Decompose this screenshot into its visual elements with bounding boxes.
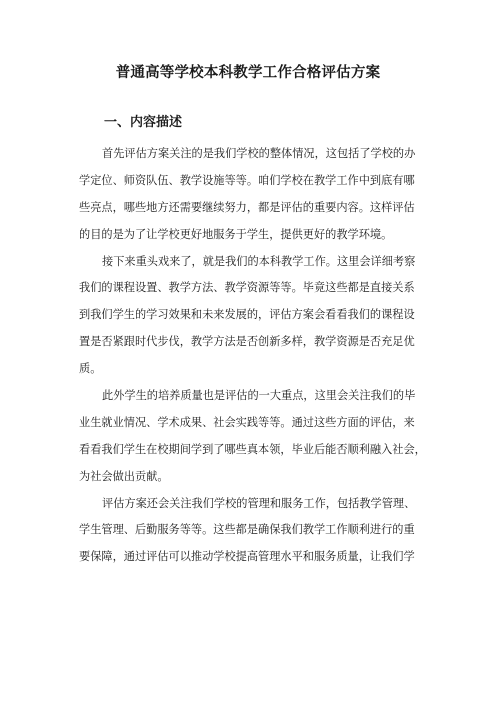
- text-line: 我们的课程设置、教学方法、教学资源等等。毕竟这些都是直接关系: [79, 281, 415, 295]
- text-line: 业生就业情况、学术成果、社会实践等等。通过这些方面的评估，来: [79, 415, 415, 429]
- text-line: 评估方案还会关注我们学校的管理和服务工作，包括教学管理、: [102, 496, 416, 510]
- text-line: 的目的是为了让学校更好地服务于学生，提供更好的教学环境。: [79, 227, 393, 241]
- text-line: 要保障，通过评估可以推动学校提高管理水平和服务质量，让我们学: [79, 550, 415, 564]
- text-line: 看看我们学生在校期间学到了哪些真本领，毕业后能否顺利融入社会，: [79, 442, 426, 456]
- paragraph-4: [79, 491, 423, 572]
- text-line: 此外学生的培养质量也是评估的一大重点，这里会关注我们的毕: [102, 389, 416, 403]
- document-body: [79, 141, 426, 571]
- paragraph-1: [79, 141, 423, 249]
- text-line: 些亮点，哪些地方还需要继续努力，都是评估的重要内容。这样评估: [79, 200, 415, 214]
- text-line: 学定位、师资队伍、教学设施等等。咱们学校在教学工作中到底有哪: [79, 173, 415, 187]
- paragraph-3: [79, 383, 426, 491]
- text-line: 学生管理、后勤服务等等。这些都是确保我们教学工作顺利进行的重: [79, 523, 415, 537]
- document-title: 普通高等学校本科教学工作合格评估方案: [115, 65, 381, 81]
- text-line: 首先评估方案关注的是我们学校的整体情况，这包括了学校的办: [102, 147, 416, 160]
- paragraph-2: [79, 249, 423, 383]
- text-line: 置是否紧跟时代步伐，教学方法是否创新多样，教学资源是否充足优: [79, 335, 415, 349]
- text-line: 到我们学生的学习效果和未来发展的，评估方案会看看我们的课程设: [79, 308, 415, 322]
- section-heading: 一、内容描述: [104, 115, 183, 130]
- text-line: 质。: [79, 362, 102, 376]
- text-line: 为社会做出贡献。: [79, 469, 169, 483]
- text-line: 接下来重头戏来了，就是我们的本科教学工作。这里会详细考察: [102, 254, 416, 268]
